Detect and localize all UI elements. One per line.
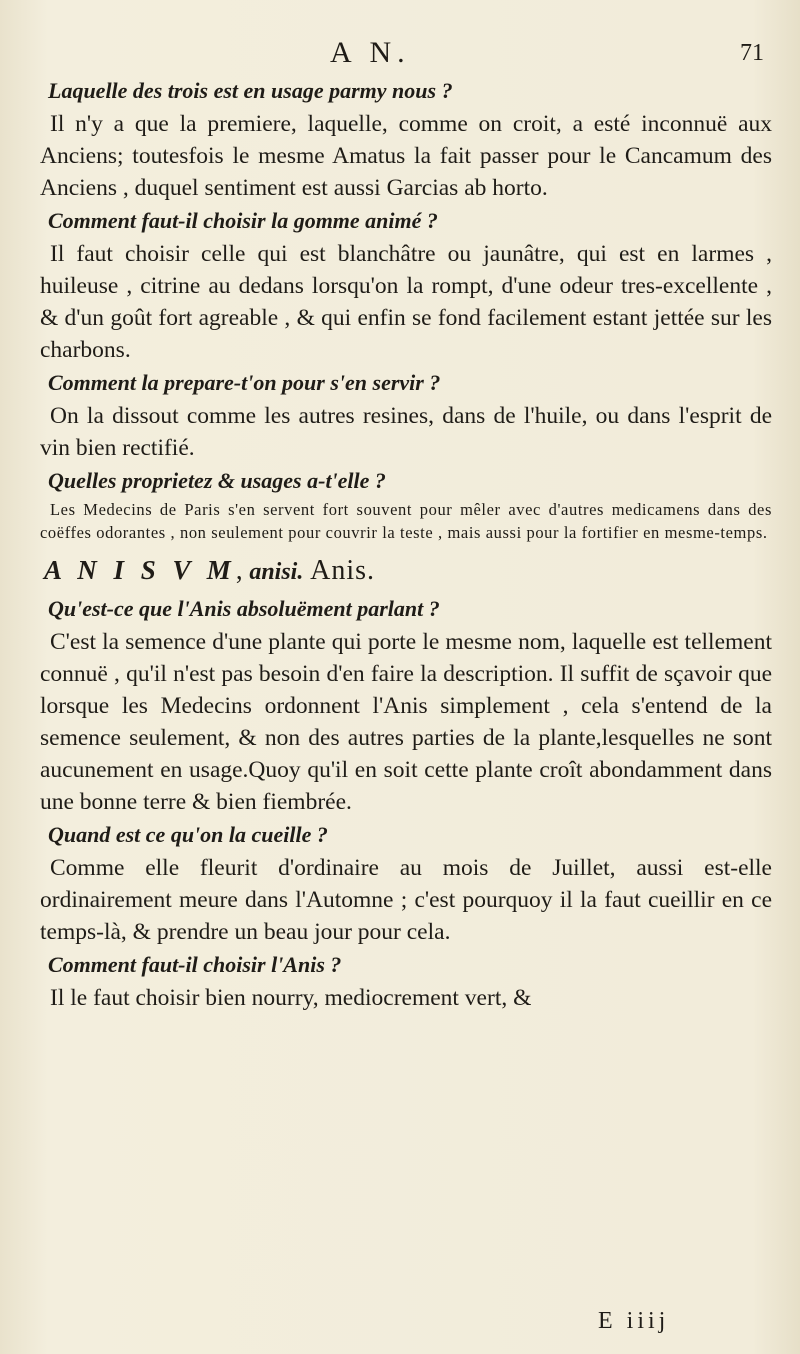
question-heading: Quelles proprietez & usages a-t'elle ? bbox=[48, 468, 386, 493]
entry-comma: , bbox=[235, 555, 250, 585]
question-heading: Quand est ce qu'on la cueille ? bbox=[48, 822, 328, 847]
running-head: A N. bbox=[330, 36, 411, 69]
signature-mark: E iiij bbox=[598, 1308, 670, 1334]
entry-latin-name: A N I S V M bbox=[44, 555, 236, 585]
small-paragraph: Les Medecins de Paris s'en servent fort souvent pour mêler avec d'autres medicamens dans des coëffes odorantes , non seulement pour couvrir la teste , mais aussi pour la fortifier en mesme-temps. bbox=[40, 500, 772, 542]
question-heading: Qu'est-ce que l'Anis absoluëment parlant ? bbox=[48, 596, 440, 621]
paragraph: Il n'y a que la premiere, laquelle, comme on croit, a esté inconnuë aux Anciens; toutesfois le mesme Amatus la fait passer pour le Cancamum des Anciens , duquel sentiment est aussi Garcias ab horto. bbox=[40, 111, 772, 201]
entry-french-name: Anis. bbox=[310, 555, 376, 586]
question-heading: Comment la prepare-t'on pour s'en servir ? bbox=[48, 370, 441, 395]
page-body bbox=[40, 74, 772, 1014]
question-heading: Comment faut-il choisir l'Anis ? bbox=[48, 952, 342, 977]
question-heading: Comment faut-il choisir la gomme animé ? bbox=[48, 208, 438, 233]
page-header bbox=[0, 36, 800, 76]
paragraph: Comme elle fleurit d'ordinaire au mois de Juillet, aussi est-elle ordinairement meure dans l'Automne ; c'est pourquoy il la faut cueillir en ce temps-là, & prendre un beau jour pour cela. bbox=[40, 855, 772, 945]
paragraph: Il faut choisir celle qui est blanchâtre ou jaunâtre, qui est en larmes , huileuse , citrine au dedans lorsqu'on la rompt, d'une odeur tres-excellente , & d'un goût fort agreable , & qui enfin se fond facilement estant jettée sur les charbons. bbox=[40, 241, 772, 363]
entry-genitive: anisi. bbox=[249, 559, 304, 585]
paragraph: C'est la semence d'une plante qui porte le mesme nom, laquelle est tellement connuë , qu'il n'est pas besoin d'en faire la description. Il suffit de sçavoir que lorsque les Medecins ordonnent l'Anis simplement , cela s'entend de la semence seulement, & non des autres parties de la plante,lesquelles ne sont aucunement en usage.Quoy qu'il en soit cette plante croît abondamment dans une bonne terre & bien fiembrée. bbox=[40, 629, 772, 815]
paragraph: Il le faut choisir bien nourry, mediocrement vert, & bbox=[50, 985, 532, 1011]
page-number: 71 bbox=[740, 40, 764, 66]
question-heading: Laquelle des trois est en usage parmy nous ? bbox=[48, 78, 453, 103]
paragraph: On la dissout comme les autres resines, dans de l'huile, ou dans l'esprit de vin bien rectifié. bbox=[40, 403, 772, 461]
entry-heading bbox=[44, 550, 772, 592]
